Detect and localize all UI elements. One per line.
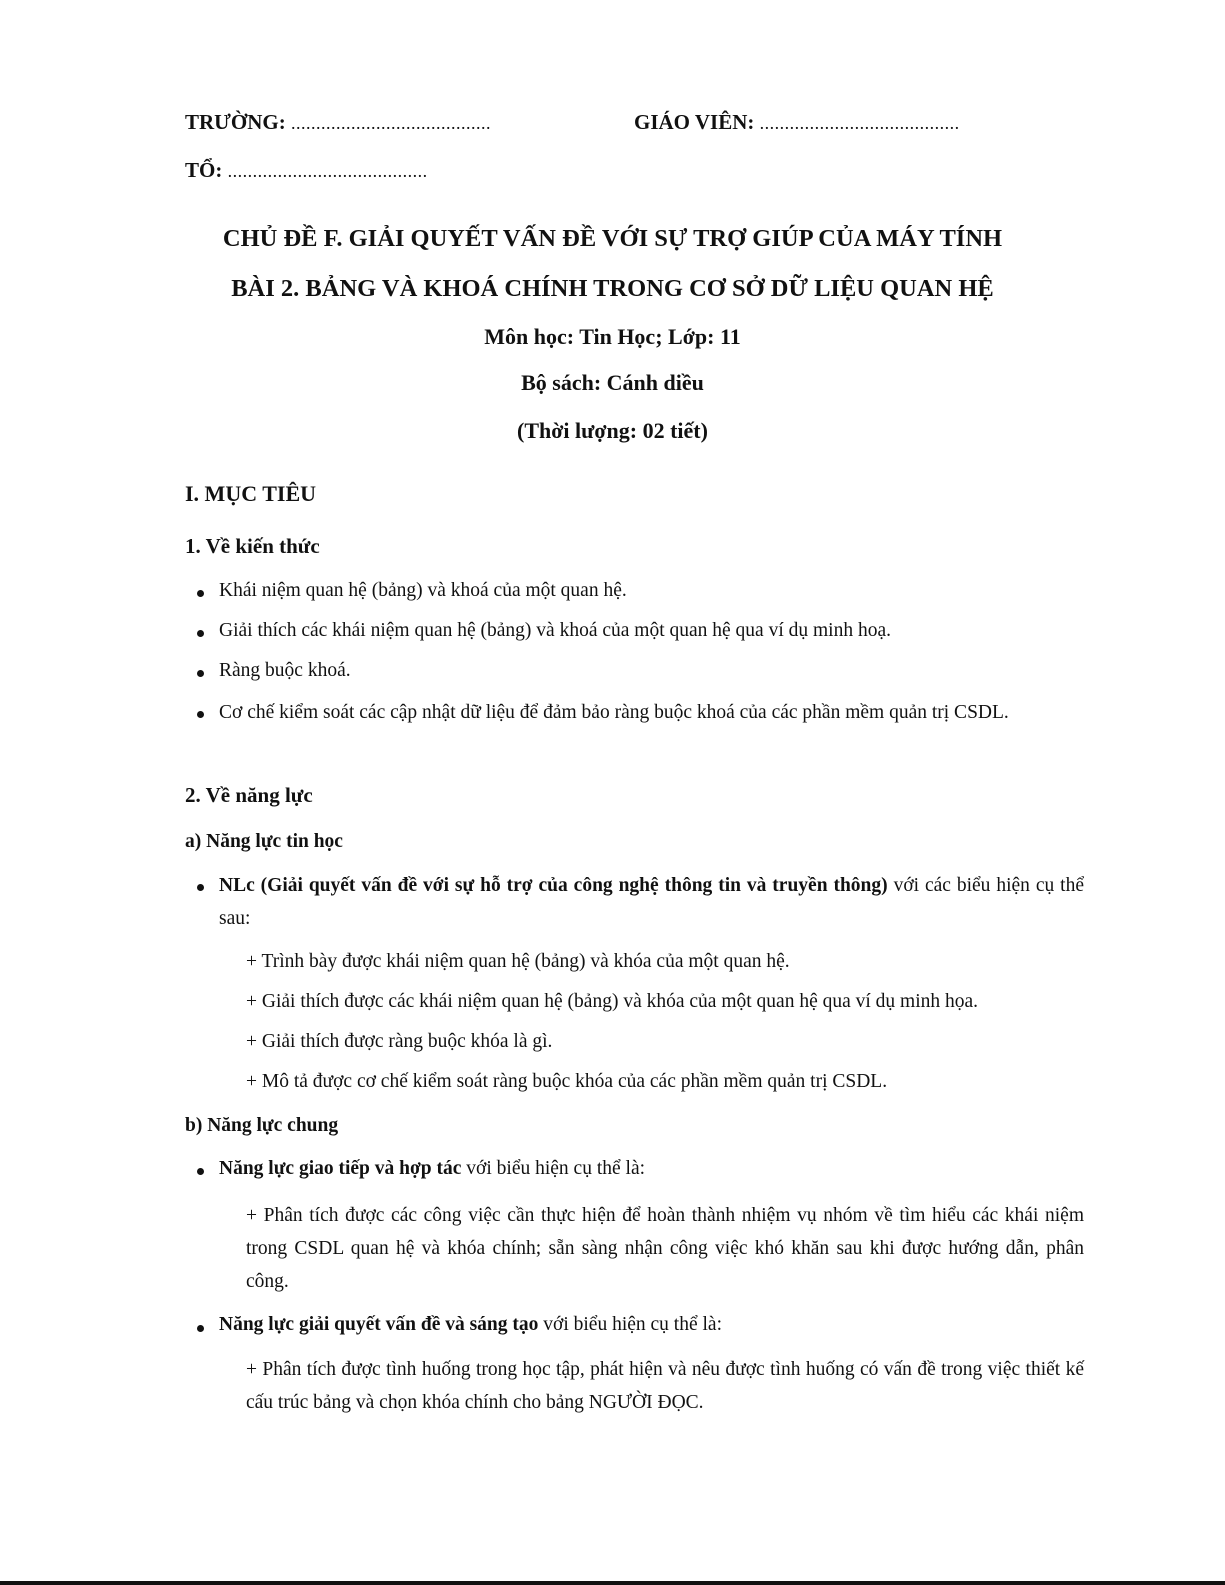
page-bottom-border <box>0 1581 1225 1585</box>
duration-line: (Thời lượng: 02 tiết) <box>517 418 708 443</box>
nlc-rest: với các biểu hiện cụ thể sau: <box>219 875 1084 929</box>
list-item: + Giải thích được ràng buộc khóa là gì. <box>246 1031 553 1052</box>
truong-label: TRƯỜNG: <box>185 110 286 134</box>
lesson-title: BÀI 2. BẢNG VÀ KHOÁ CHÍNH TRONG CƠ SỞ DỮ LIỆU QUAN HỆ <box>231 275 994 302</box>
problem-solving-rest: với biểu hiện cụ thể là: <box>538 1314 722 1335</box>
bullet-icon <box>197 670 204 677</box>
list-item: + Trình bày được khái niệm quan hệ (bảng) và khóa của một quan hệ. <box>246 951 790 972</box>
problem-solving-bold-label: Năng lực giải quyết vấn đề và sáng tạo <box>219 1314 539 1335</box>
to-line <box>185 158 428 183</box>
list-item-text <box>219 869 1084 935</box>
communication-detail: + Phân tích được các công việc cần thực hiện để hoàn thành nhiệm vụ nhóm về tìm hiểu các khái niệm trong CSDL quan hệ và khóa chính; sẵn sàng nhận công việc khó khăn sau khi được hướng dẫn, phân công. <box>246 1205 1084 1292</box>
book-line: Bộ sách: Cánh diều <box>521 370 704 395</box>
giaovien-line <box>634 110 960 135</box>
to-dots: ........................................ <box>227 161 428 181</box>
topic-title: CHỦ ĐỀ F. GIẢI QUYẾT VẤN ĐỀ VỚI SỰ TRỢ GIÚP CỦA MÁY TÍNH <box>222 225 1003 252</box>
list-item-text <box>219 1314 722 1336</box>
giaovien-label: GIÁO VIÊN: <box>634 110 755 134</box>
list-item: + Mô tả được cơ chế kiểm soát ràng buộc khóa của các phần mềm quản trị CSDL. <box>246 1071 888 1092</box>
list-item-text: Cơ chế kiểm soát các cập nhật dữ liệu để đảm bảo ràng buộc khoá của các phần mềm quản trị CSDL. <box>219 702 1009 723</box>
list-item-text <box>219 1158 645 1180</box>
section-heading-objectives: I. MỤC TIÊU <box>185 481 317 506</box>
communication-bold-label: Năng lực giao tiếp và hợp tác <box>219 1158 462 1179</box>
bullet-icon <box>197 1325 204 1332</box>
list-item: + Giải thích được các khái niệm quan hệ (bảng) và khóa của một quan hệ qua ví dụ minh họa. <box>246 991 979 1012</box>
subject-line: Môn học: Tin Học; Lớp: 11 <box>484 324 741 349</box>
communication-rest: với biểu hiện cụ thể là: <box>461 1158 646 1179</box>
list-item-text: Giải thích các khái niệm quan hệ (bảng) và khoá của một quan hệ qua ví dụ minh hoạ. <box>219 620 891 641</box>
competence-heading: 2. Về năng lực <box>185 783 313 807</box>
giaovien-dots: ........................................ <box>759 113 960 133</box>
bullet-icon <box>197 1168 204 1175</box>
it-competence-heading: a) Năng lực tin học <box>185 831 343 852</box>
nlc-bold-label: NLc (Giải quyết vấn đề với sự hỗ trợ của công nghệ thông tin và truyền thông) <box>219 875 888 896</box>
truong-dots: ........................................ <box>290 113 491 133</box>
to-label: TỔ: <box>185 158 223 182</box>
bullet-icon <box>197 590 204 597</box>
list-item-text: Ràng buộc khoá. <box>219 660 351 681</box>
bullet-icon <box>197 884 204 891</box>
list-item-text: Khái niệm quan hệ (bảng) và khoá của một quan hệ. <box>219 580 627 601</box>
truong-line <box>185 110 491 135</box>
bullet-icon <box>197 711 204 718</box>
bullet-icon <box>197 630 204 637</box>
general-competence-heading: b) Năng lực chung <box>185 1115 339 1136</box>
knowledge-heading: 1. Về kiến thức <box>185 534 320 558</box>
problem-solving-detail: + Phân tích được tình huống trong học tập, phát hiện và nêu được tình huống có vấn đề trong việc thiết kế cấu trúc bảng và chọn khóa chính cho bảng NGƯỜI ĐỌC. <box>246 1359 1084 1413</box>
